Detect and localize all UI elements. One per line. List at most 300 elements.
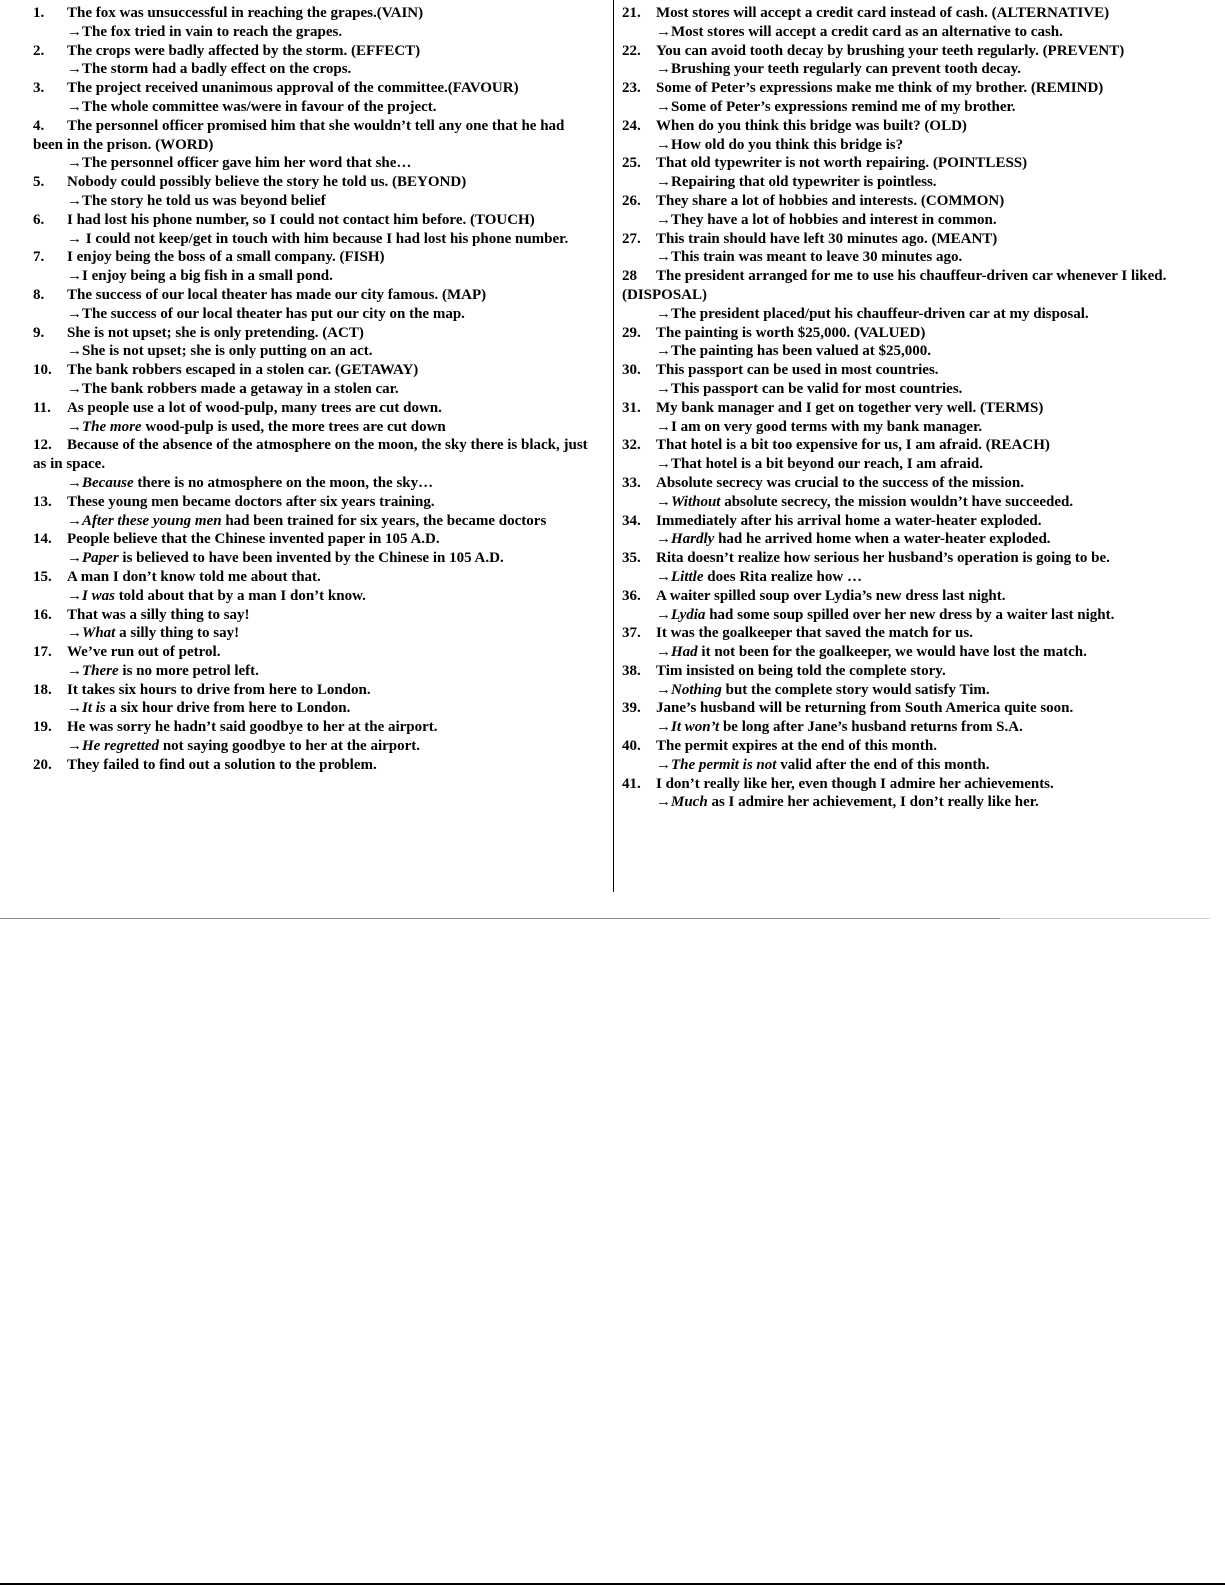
exercise-item <box>622 192 1200 230</box>
question-line <box>33 718 593 737</box>
arrow-icon: → <box>67 305 82 322</box>
question-text: My bank manager and I get on together very well. (TERMS) <box>656 399 1044 416</box>
item-number: 24. <box>622 117 641 134</box>
question-line <box>622 42 1200 61</box>
arrow-icon: → <box>656 794 671 811</box>
question-text: This train should have left 30 minutes ago. (MEANT) <box>656 230 998 247</box>
question-line <box>622 512 1200 531</box>
exercise-item <box>622 624 1200 662</box>
answer-line <box>622 211 1200 230</box>
answer-line <box>33 230 593 249</box>
arrow-icon: → <box>656 23 671 40</box>
question-line <box>33 4 593 23</box>
answer-text: Brushing your teeth regularly can prevent tooth decay. <box>671 61 1021 78</box>
question-text: When do you think this bridge was built? (OLD) <box>656 117 967 134</box>
answer-text: The personnel officer gave him her word that she… <box>82 155 412 172</box>
question-line <box>33 568 593 587</box>
answer-emphasis: Lydia <box>671 606 706 623</box>
item-number: 33. <box>622 474 641 491</box>
item-number: 27. <box>622 230 641 247</box>
question-line <box>33 324 593 343</box>
arrow-icon: → <box>656 380 671 397</box>
answer-text: I enjoy being a big fish in a small pond. <box>82 268 333 285</box>
exercise-item <box>622 42 1200 80</box>
item-number: 1. <box>33 5 45 21</box>
question-line <box>622 230 1200 249</box>
answer-text: wood-pulp is used, the more trees are cut down <box>141 418 446 435</box>
exercise-item <box>622 4 1200 42</box>
answer-line <box>33 474 593 493</box>
answer-text: be long after Jane’s husband returns from S.A. <box>719 719 1023 736</box>
answer-text: had he arrived home when a water-heater exploded. <box>714 531 1051 548</box>
answer-text: absolute secrecy, the mission wouldn’t have succeeded. <box>720 493 1074 510</box>
item-number: 31. <box>622 399 641 416</box>
answer-line <box>622 136 1200 155</box>
exercise-item <box>33 4 593 42</box>
question-text: The painting is worth $25,000. (VALUED) <box>656 324 926 341</box>
answer-text: but the complete story would satisfy Tim. <box>721 681 990 698</box>
answer-line <box>622 530 1200 549</box>
answer-line <box>33 380 593 399</box>
answer-emphasis: Had <box>671 644 698 661</box>
exercise-item <box>33 324 593 362</box>
exercise-item <box>33 530 593 568</box>
arrow-icon: → <box>656 756 671 773</box>
item-number: 14. <box>33 531 52 548</box>
arrow-icon: → <box>656 456 671 473</box>
arrow-icon: → <box>656 174 671 191</box>
question-text: That hotel is a bit too expensive for us, I am afraid. (REACH) <box>656 437 1050 454</box>
answer-line <box>33 154 593 173</box>
question-text: This passport can be used in most countries. <box>656 362 939 379</box>
item-number: 35. <box>622 550 641 567</box>
question-text: That was a silly thing to say! <box>67 606 250 623</box>
item-number: 25. <box>622 155 641 172</box>
column-divider <box>613 0 614 892</box>
arrow-icon: → <box>67 61 82 78</box>
answer-text: This train was meant to leave 30 minutes ago. <box>671 249 963 266</box>
arrow-icon: → <box>67 380 82 397</box>
answer-text: not saying goodbye to her at the airport. <box>159 738 421 755</box>
answer-line <box>622 756 1200 775</box>
question-line <box>33 361 593 380</box>
question-text: I don’t really like her, even though I admire her achievements. <box>656 775 1054 792</box>
exercise-item <box>33 681 593 719</box>
arrow-icon: → <box>67 587 82 604</box>
question-text: Immediately after his arrival home a water-heater exploded. <box>656 512 1042 529</box>
question-line <box>33 756 593 775</box>
item-number: 6. <box>33 211 45 228</box>
question-text: You can avoid tooth decay by brushing your teeth regularly. (PREVENT) <box>656 42 1125 59</box>
item-number: 18. <box>33 681 52 698</box>
question-text: Most stores will accept a credit card instead of cash. (ALTERNATIVE) <box>656 5 1110 21</box>
exercise-item <box>33 643 593 681</box>
arrow-icon: → <box>656 211 671 228</box>
exercise-item <box>33 361 593 399</box>
answer-line <box>33 192 593 211</box>
exercise-item <box>622 324 1200 362</box>
answer-text: The story he told us was beyond belief <box>82 192 326 209</box>
question-line <box>33 436 593 474</box>
answer-emphasis: It won’t <box>671 719 720 736</box>
question-text: The project received unanimous approval of the committee.(FAVOUR) <box>67 80 519 97</box>
answer-line <box>622 418 1200 437</box>
answer-line <box>33 549 593 568</box>
exercise-item <box>33 173 593 211</box>
answer-text: a six hour drive from here to London. <box>105 700 351 717</box>
question-line <box>622 4 1200 23</box>
exercise-item <box>622 699 1200 737</box>
answer-line <box>33 662 593 681</box>
answer-line <box>622 23 1200 42</box>
answer-line <box>622 793 1200 812</box>
answer-line <box>622 60 1200 79</box>
item-number: 32. <box>622 437 641 454</box>
arrow-icon: → <box>67 155 82 172</box>
exercise-item <box>622 775 1200 813</box>
arrow-icon: → <box>656 493 671 510</box>
answer-text: This passport can be valid for most countries. <box>671 380 963 397</box>
exercise-item <box>33 399 593 437</box>
answer-text: I am on very good terms with my bank manager. <box>671 418 983 435</box>
item-number: 19. <box>33 719 52 736</box>
question-line <box>33 117 593 155</box>
answer-text: Some of Peter’s expressions remind me of my brother. <box>671 98 1016 115</box>
arrow-icon: → <box>67 662 82 679</box>
answer-emphasis: Much <box>671 794 708 811</box>
arrow-icon: → <box>656 343 671 360</box>
question-text: The personnel officer promised him that she wouldn’t tell any one that he had been in the prison. (WORD) <box>33 117 565 153</box>
item-number: 34. <box>622 512 641 529</box>
answer-text: The bank robbers made a getaway in a stolen car. <box>82 380 399 397</box>
answer-line <box>622 342 1200 361</box>
question-text: Because of the absence of the atmosphere on the moon, the sky there is black, just as in space. <box>33 437 588 473</box>
answer-text: The fox tried in vain to reach the grapes. <box>82 23 343 40</box>
arrow-icon: → <box>656 249 671 266</box>
arrow-icon: → <box>656 644 671 661</box>
item-number: 38. <box>622 662 641 679</box>
question-line <box>622 436 1200 455</box>
answer-emphasis: The more <box>82 418 142 435</box>
answer-emphasis: It is <box>82 700 106 717</box>
page-separator <box>0 918 1210 919</box>
item-number: 7. <box>33 249 45 266</box>
arrow-icon: → <box>67 268 82 285</box>
question-text: The success of our local theater has made our city famous. (MAP) <box>67 286 487 303</box>
question-text: Rita doesn’t realize how serious her husband’s operation is going to be. <box>656 550 1110 567</box>
arrow-icon: → <box>67 700 82 717</box>
question-line <box>33 643 593 662</box>
question-line <box>622 361 1200 380</box>
answer-line <box>33 624 593 643</box>
exercise-item <box>622 154 1200 192</box>
question-text: It takes six hours to drive from here to London. <box>67 681 371 698</box>
exercise-item <box>622 662 1200 700</box>
answer-emphasis: I was <box>82 587 115 604</box>
exercise-item <box>33 211 593 249</box>
answer-line <box>622 568 1200 587</box>
arrow-icon: → <box>67 474 82 491</box>
question-line <box>622 399 1200 418</box>
item-number: 26. <box>622 192 641 209</box>
arrow-icon: → <box>67 343 82 360</box>
question-line <box>622 549 1200 568</box>
question-line <box>33 530 593 549</box>
answer-line <box>33 267 593 286</box>
question-line <box>33 399 593 418</box>
exercise-item <box>622 474 1200 512</box>
question-line <box>33 42 593 61</box>
answer-line <box>33 342 593 361</box>
question-text: She is not upset; she is only pretending. (ACT) <box>67 324 364 341</box>
item-number: 21. <box>622 5 641 21</box>
arrow-icon: → <box>67 550 82 567</box>
question-line <box>33 173 593 192</box>
answer-line <box>33 512 593 531</box>
item-number: 12. <box>33 437 52 454</box>
item-number: 5. <box>33 174 45 191</box>
question-line <box>622 587 1200 606</box>
question-line <box>33 493 593 512</box>
question-line <box>622 79 1200 98</box>
answer-emphasis: There <box>82 662 119 679</box>
answer-emphasis: Hardly <box>671 531 715 548</box>
answer-emphasis: What <box>82 625 116 642</box>
arrow-icon: → <box>67 512 82 529</box>
question-line <box>33 79 593 98</box>
question-line <box>33 211 593 230</box>
exercise-item <box>33 79 593 117</box>
answer-line <box>622 305 1200 324</box>
answer-emphasis: The permit is not <box>671 756 777 773</box>
answer-text: She is not upset; she is only putting on an act. <box>82 343 373 360</box>
answer-line <box>622 455 1200 474</box>
question-text: We’ve run out of petrol. <box>67 644 221 661</box>
answer-line <box>622 606 1200 625</box>
question-line <box>622 267 1200 305</box>
answer-line <box>33 305 593 324</box>
question-text: People believe that the Chinese invented paper in 105 A.D. <box>67 531 440 548</box>
answer-text: had been trained for six years, the became doctors <box>221 512 547 529</box>
answer-line <box>33 23 593 42</box>
question-text: He was sorry he hadn’t said goodbye to her at the airport. <box>67 719 438 736</box>
question-text: Absolute secrecy was crucial to the success of the mission. <box>656 474 1025 491</box>
item-number: 37. <box>622 625 641 642</box>
question-line <box>622 474 1200 493</box>
question-text: That old typewriter is not worth repairing. (POINTLESS) <box>656 155 1028 172</box>
question-text: The crops were badly affected by the storm. (EFFECT) <box>67 42 421 59</box>
question-text: The permit expires at the end of this month. <box>656 738 937 755</box>
answer-line <box>33 98 593 117</box>
exercise-item <box>622 399 1200 437</box>
question-line <box>622 192 1200 211</box>
answer-line <box>622 643 1200 662</box>
exercise-item <box>33 117 593 173</box>
question-line <box>622 324 1200 343</box>
arrow-icon: → <box>67 98 82 115</box>
exercise-item <box>33 248 593 286</box>
item-number: 10. <box>33 362 52 379</box>
answer-text: is no more petrol left. <box>118 662 259 679</box>
arrow-icon: → <box>656 681 671 698</box>
arrow-icon: → <box>656 719 671 736</box>
item-number: 3. <box>33 80 45 97</box>
item-number: 36. <box>622 587 641 604</box>
arrow-icon: → <box>67 192 82 209</box>
answer-emphasis: Little <box>671 568 704 585</box>
item-number: 13. <box>33 493 52 510</box>
item-number: 23. <box>622 80 641 97</box>
item-number: 20. <box>33 756 52 773</box>
exercise-item <box>33 756 593 775</box>
item-number: 41. <box>622 775 641 792</box>
answer-text: How old do you think this bridge is? <box>671 136 904 153</box>
answer-text: as I admire her achievement, I don’t really like her. <box>707 794 1039 811</box>
answer-text: had some soup spilled over her new dress by a waiter last night. <box>705 606 1115 623</box>
answer-line <box>622 98 1200 117</box>
question-text: I had lost his phone number, so I could not contact him before. (TOUCH) <box>67 211 535 228</box>
answer-text: a silly thing to say! <box>115 625 240 642</box>
exercise-item <box>33 606 593 644</box>
exercise-item <box>622 267 1200 323</box>
answer-line <box>33 737 593 756</box>
question-line <box>622 117 1200 136</box>
answer-line <box>622 248 1200 267</box>
exercise-item <box>622 737 1200 775</box>
item-number: 28 <box>622 268 637 285</box>
answer-text: The painting has been valued at $25,000. <box>671 343 932 360</box>
exercise-item <box>622 512 1200 550</box>
question-text: The president arranged for me to use his chauffeur-driven car whenever I liked. (DISPOSAL) <box>622 268 1167 303</box>
answer-line <box>622 493 1200 512</box>
item-number: 29. <box>622 324 641 341</box>
question-line <box>622 775 1200 794</box>
answer-text: does Rita realize how … <box>703 568 862 585</box>
question-text: Tim insisted on being told the complete story. <box>656 662 946 679</box>
question-text: Jane’s husband will be returning from South America quite soon. <box>656 700 1074 717</box>
item-number: 11. <box>33 399 51 416</box>
arrow-icon: → <box>656 61 671 78</box>
answer-text: The president placed/put his chauffeur-driven car at my disposal. <box>671 305 1089 322</box>
answer-text: The storm had a badly effect on the crops. <box>82 61 352 78</box>
answer-emphasis: After these young men <box>82 512 222 529</box>
arrow-icon: → <box>656 305 671 322</box>
question-text: As people use a lot of wood-pulp, many trees are cut down. <box>67 399 442 416</box>
question-line <box>33 286 593 305</box>
answer-line <box>622 681 1200 700</box>
exercise-item <box>622 361 1200 399</box>
question-line <box>33 606 593 625</box>
question-text: Some of Peter’s expressions make me think of my brother. (REMIND) <box>656 80 1104 97</box>
exercise-item <box>622 79 1200 117</box>
exercise-item <box>33 493 593 531</box>
item-number: 8. <box>33 286 45 303</box>
answer-text: there is no atmosphere on the moon, the sky… <box>133 474 434 491</box>
question-text: It was the goalkeeper that saved the match for us. <box>656 625 973 642</box>
item-number: 15. <box>33 568 52 585</box>
arrow-icon: → <box>67 23 82 40</box>
item-number: 22. <box>622 42 641 59</box>
item-number: 4. <box>33 117 45 134</box>
question-text: They failed to find out a solution to the problem. <box>67 756 377 773</box>
question-text: They share a lot of hobbies and interests. (COMMON) <box>656 192 1005 209</box>
answer-line <box>33 60 593 79</box>
answer-line <box>33 587 593 606</box>
question-text: The fox was unsuccessful in reaching the grapes.(VAIN) <box>67 5 424 21</box>
answer-text: I could not keep/get in touch with him because I had lost his phone number. <box>85 230 569 247</box>
exercise-item <box>622 549 1200 587</box>
exercise-item <box>622 587 1200 625</box>
question-line <box>33 248 593 267</box>
exercise-item <box>33 286 593 324</box>
arrow-icon: → <box>67 625 82 642</box>
arrow-icon: → <box>656 418 671 435</box>
item-number: 39. <box>622 700 641 717</box>
answer-text: The whole committee was/were in favour of the project. <box>82 98 437 115</box>
question-text: A man I don’t know told me about that. <box>67 568 321 585</box>
question-text: Nobody could possibly believe the story he told us. (BEYOND) <box>67 174 467 191</box>
left-column <box>33 4 593 775</box>
answer-text: is believed to have been invented by the Chinese in 105 A.D. <box>118 550 504 567</box>
arrow-icon: → <box>656 531 671 548</box>
answer-line <box>622 718 1200 737</box>
answer-text: That hotel is a bit beyond our reach, I am afraid. <box>671 456 983 473</box>
answer-text: valid after the end of this month. <box>776 756 990 773</box>
answer-text: told about that by a man I don’t know. <box>114 587 366 604</box>
answer-text: The success of our local theater has put our city on the map. <box>82 305 465 322</box>
answer-text: Repairing that old typewriter is pointless. <box>671 174 937 191</box>
answer-text: They have a lot of hobbies and interest in common. <box>671 211 997 228</box>
question-text: These young men became doctors after six years training. <box>67 493 435 510</box>
exercise-item <box>33 42 593 80</box>
arrow-icon: → <box>656 98 671 115</box>
answer-emphasis: Paper <box>82 550 119 567</box>
answer-emphasis: He regretted <box>82 738 160 755</box>
answer-line <box>33 418 593 437</box>
right-column <box>622 4 1200 812</box>
answer-line <box>622 173 1200 192</box>
question-line <box>622 699 1200 718</box>
answer-emphasis: Without <box>671 493 721 510</box>
question-text: The bank robbers escaped in a stolen car. (GETAWAY) <box>67 362 419 379</box>
answer-line <box>33 699 593 718</box>
question-line <box>622 624 1200 643</box>
exercise-item <box>622 117 1200 155</box>
item-number: 40. <box>622 738 641 755</box>
question-line <box>622 737 1200 756</box>
item-number: 2. <box>33 42 45 59</box>
item-number: 30. <box>622 362 641 379</box>
arrow-icon: → <box>67 738 82 755</box>
answer-emphasis: Because <box>82 474 134 491</box>
question-line <box>622 662 1200 681</box>
question-line <box>33 681 593 700</box>
arrow-icon: → <box>67 230 86 247</box>
question-text: A waiter spilled soup over Lydia’s new dress last night. <box>656 587 1006 604</box>
arrow-icon: → <box>656 606 671 623</box>
arrow-icon: → <box>67 418 82 435</box>
item-number: 16. <box>33 606 52 623</box>
answer-emphasis: Nothing <box>671 681 722 698</box>
answer-text: it not been for the goalkeeper, we would have lost the match. <box>697 644 1087 661</box>
exercise-item <box>33 568 593 606</box>
arrow-icon: → <box>656 568 671 585</box>
item-number: 9. <box>33 324 45 341</box>
exercise-item <box>622 230 1200 268</box>
exercise-item <box>33 718 593 756</box>
exercise-item <box>622 436 1200 474</box>
item-number: 17. <box>33 644 52 661</box>
